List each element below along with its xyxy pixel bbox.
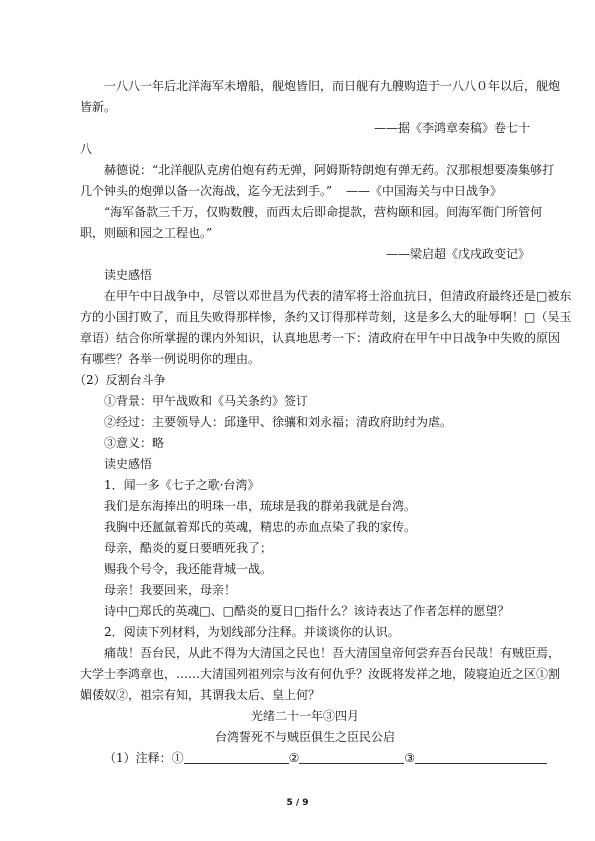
paragraph-line: 方的小国打败了，而且失败得那样惨，条约又订得那样苛刻，这是多么大的耻辱啊！□（吴玉 [80, 310, 572, 324]
source-citation: ——《中国海关与中日战争》 [346, 184, 503, 198]
quote-text: 几个钟头的炮弹以备一次海战，迄今无法到手。” [80, 184, 333, 198]
source-citation: ——梁启超《戊戌政变记》 [385, 247, 530, 261]
question-line: 2．阅读下列材料，为划线部分注释。并谈谈你的认识。 [104, 625, 400, 639]
annotation-number: ③ [404, 751, 416, 765]
list-item: ①背景：甲午战败和《马关条约》签订 [104, 394, 309, 408]
paragraph-line: 章语）结合你所掌握的课内外知识，认真地思考一下：清政府在甲午中日战争中失败的原因 [80, 331, 561, 345]
paragraph-line: 在甲午中日战争中，尽管以邓世昌为代表的清军将士浴血抗日，但清政府最终还是□被东 [104, 289, 572, 303]
annotation-number: ② [288, 751, 300, 765]
paragraph-line: 媚倭奴②，祖宗有知，其谓我太后、皇上何？ [80, 688, 321, 702]
page-content [74, 76, 572, 769]
paragraph-line: 赫德说：“北洋舰队克虏伯炮有药无弹，阿姆斯特朗炮有弹无药。汉那根想要凑集够打 [104, 163, 555, 177]
answer-blank-1[interactable] [184, 749, 289, 764]
question-line: 诗中□郑氏的英魂□、□酷炎的夏日□指什么？该诗表达了作者怎样的愿望？ [104, 604, 510, 618]
answer-blank-3[interactable] [415, 749, 547, 764]
paragraph-line: 1．闻一多《七子之歌·台湾》 [104, 478, 260, 492]
poem-line: 我胸中还氲氤着郑氏的英魂，精忠的赤血点染了我的家传。 [104, 520, 417, 534]
paragraph-line: 皆新。 [80, 100, 117, 114]
quote-line [80, 181, 530, 202]
poem-line: 母亲，酷炎的夏日要晒死我了； [104, 541, 273, 555]
signature-line: 台湾誓死不与贼臣俱生之臣民公启 [214, 730, 395, 744]
answer-blank-2[interactable] [299, 749, 404, 764]
source-line [80, 244, 530, 265]
poem-line: 我们是东海捧出的明珠一串，琉球是我的群弟我就是台湾。 [104, 499, 417, 513]
paragraph-line: 痛哉！吾台民，从此不得为大清国之民也！吾大清国皇帝何尝弃吾台民哉！有贼臣焉， [104, 646, 561, 660]
list-item: ③意义：略 [104, 436, 165, 450]
paragraph-line: 八 [80, 142, 93, 156]
annotation-label: （1）注释：① [104, 751, 184, 765]
paragraph-line: “海军备款三千万，仅购数艘，而西太后即命提款，营构颐和园。间海军衙门所管何 [104, 205, 543, 219]
annotation-line [80, 748, 530, 769]
paragraph-line: 职，则颐和园之工程也。” [80, 226, 213, 240]
poem-line: 母亲！我要回来，母亲！ [104, 583, 237, 597]
paragraph-line: 大学士李鸿章也，……大清国列祖列宗与汝有何仇乎？汝既将发祥之地，陵寝迫近之区①割 [80, 667, 561, 681]
source-line [80, 118, 530, 139]
page-number: 5 / 9 [286, 798, 309, 808]
paragraph-line: 一八八一年后北洋海军未增船，舰炮皆旧，而日舰有九艘购造于一八八０年以后，舰炮 [104, 79, 561, 93]
date-line: 光绪二十一年③四月 [250, 709, 359, 723]
section-heading: （2）反割台斗争 [74, 373, 166, 387]
paragraph-line: 有哪些？各举一例说明你的理由。 [80, 352, 261, 366]
poem-line: 赐我个号令，我还能背城一战。 [104, 562, 273, 576]
list-item: ②经过：主要领导人：邱逢甲、徐骧和刘永福；清政府助纣为虐。 [104, 415, 453, 429]
section-heading: 读史感悟 [104, 268, 153, 282]
section-heading: 读史感悟 [104, 457, 153, 471]
source-citation: ——据《李鸿章奏稿》卷七十 [373, 121, 530, 135]
